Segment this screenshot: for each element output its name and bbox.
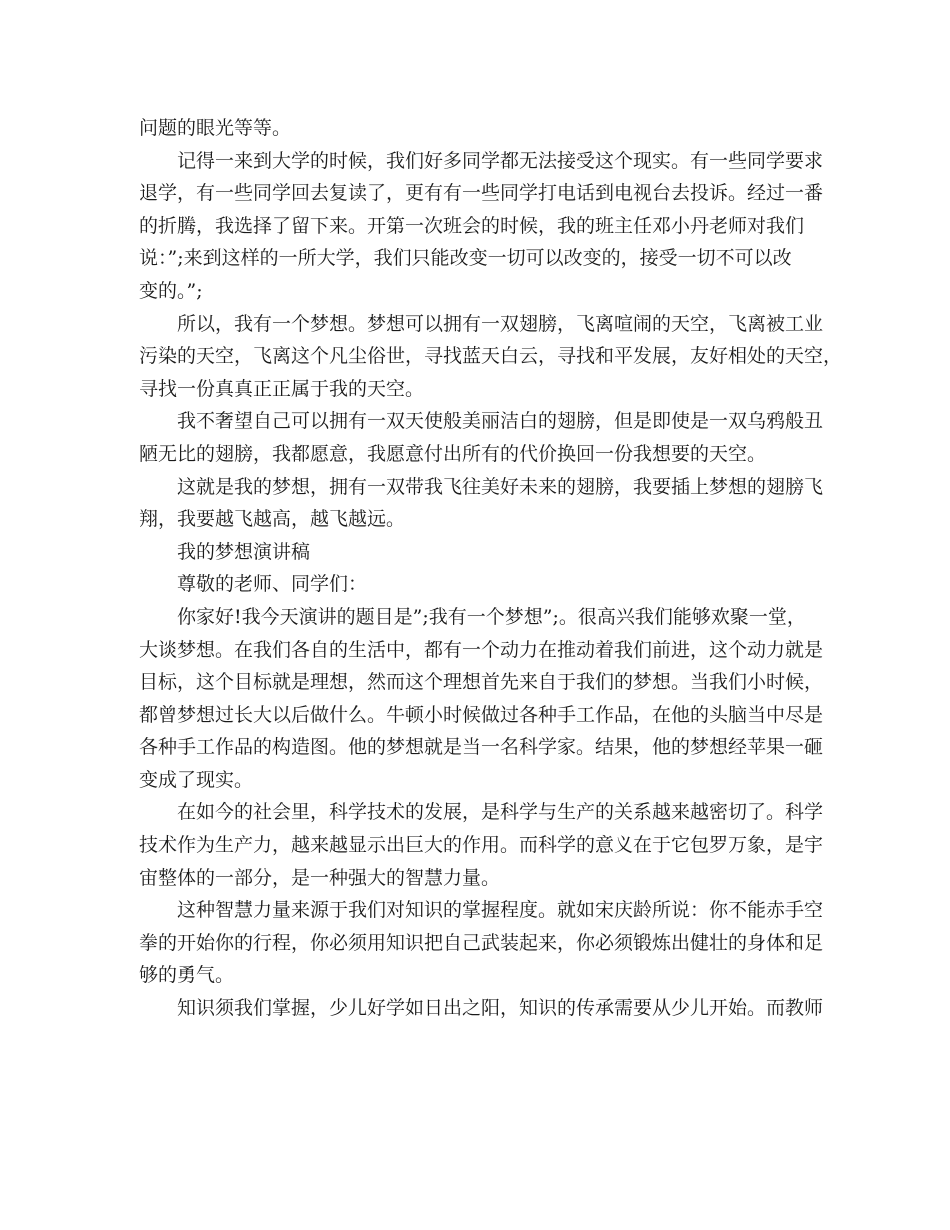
text-line: 说：”;来到这样的一所大学，我们只能改变一切可以改变的，接受一切不可以改 xyxy=(139,247,792,270)
text-line: 这就是我的梦想，拥有一双带我飞往美好未来的翅膀，我要插上梦想的翅膀飞 xyxy=(177,475,824,498)
text-line: 翔，我要越飞越高，越飞越远。 xyxy=(139,508,406,531)
text-line: 大谈梦想。在我们各自的生活中，都有一个动力在推动着我们前进，这个动力就是 xyxy=(139,638,824,661)
text-line: 你家好!我今天演讲的题目是”;我有一个梦想”;。很高兴我们能够欢聚一堂， xyxy=(177,605,806,628)
text-line: 的折腾，我选择了留下来。开第一次班会的时候，我的班主任邓小丹老师对我们 xyxy=(139,214,805,237)
text-line: 够的勇气。 xyxy=(139,964,235,987)
text-line: 拳的开始你的行程，你必须用知识把自己武装起来，你必须锻炼出健壮的身体和足 xyxy=(139,931,824,954)
text-line: 在如今的社会里，科学技术的发展，是科学与生产的关系越来越密切了。科学 xyxy=(177,801,824,824)
text-line: 这种智慧力量来源于我们对知识的掌握程度。就如宋庆龄所说：你不能赤手空 xyxy=(177,899,824,922)
text-line: 各种手工作品的构造图。他的梦想就是当一名科学家。结果，他的梦想经苹果一砸 xyxy=(139,736,824,759)
text-line: 我不奢望自己可以拥有一双天使般美丽洁白的翅膀，但是即使是一双乌鸦般丑 xyxy=(177,410,824,433)
paragraph xyxy=(139,112,829,145)
text-line: 问题的眼光等等。 xyxy=(139,117,292,139)
text-line: 宙整体的一部分，是一种强大的智慧力量。 xyxy=(139,866,501,889)
text-line: 知识须我们掌握，少儿好学如日出之阳，知识的传承需要从少儿开始。而教师 xyxy=(177,997,824,1020)
text-line: 技术作为生产力，越来越显示出巨大的作用。而科学的意义在于它包罗万象，是宇 xyxy=(139,834,824,857)
text-line: 记得一来到大学的时候，我们好多同学都无法接受这个现实。有一些同学要求 xyxy=(177,149,824,172)
text-line: 退学，有一些同学回去复读了，更有有一些同学打电话到电视台去投诉。经过一番 xyxy=(139,182,824,205)
document-body xyxy=(139,112,843,1025)
text-line: 陋无比的翅膀，我都愿意，我愿意付出所有的代价换回一份我想要的天空。 xyxy=(139,442,767,465)
text-line: 污染的天空，飞离这个凡尘俗世，寻找蓝天白云，寻找和平发展，友好相处的天空， xyxy=(139,345,843,368)
paragraph xyxy=(139,145,829,308)
text-line: 变的。”; xyxy=(139,279,203,302)
paragraph xyxy=(139,405,829,470)
paragraph xyxy=(139,601,829,797)
text-line: 变成了现实。 xyxy=(139,768,254,791)
text-line: 目标，这个目标就是理想，然而这个理想首先来自于我们的梦想。当我们小时候， xyxy=(139,671,824,694)
paragraph xyxy=(139,796,829,894)
paragraph xyxy=(139,536,829,569)
text-line: 寻找一份真真正正属于我的天空。 xyxy=(139,377,425,400)
paragraph xyxy=(139,894,829,992)
text-line: 我的梦想演讲稿 xyxy=(177,540,311,563)
paragraph xyxy=(139,992,829,1025)
paragraph xyxy=(139,308,843,406)
text-line: 尊敬的老师、同学们： xyxy=(177,573,368,596)
paragraph xyxy=(139,471,829,536)
text-line: 都曾梦想过长大以后做什么。牛顿小时候做过各种手工作品，在他的头脑当中尽是 xyxy=(139,703,824,726)
text-line: 所以，我有一个梦想。梦想可以拥有一双翅膀，飞离喧闹的天空，飞离被工业 xyxy=(177,312,824,335)
paragraph xyxy=(139,568,829,601)
